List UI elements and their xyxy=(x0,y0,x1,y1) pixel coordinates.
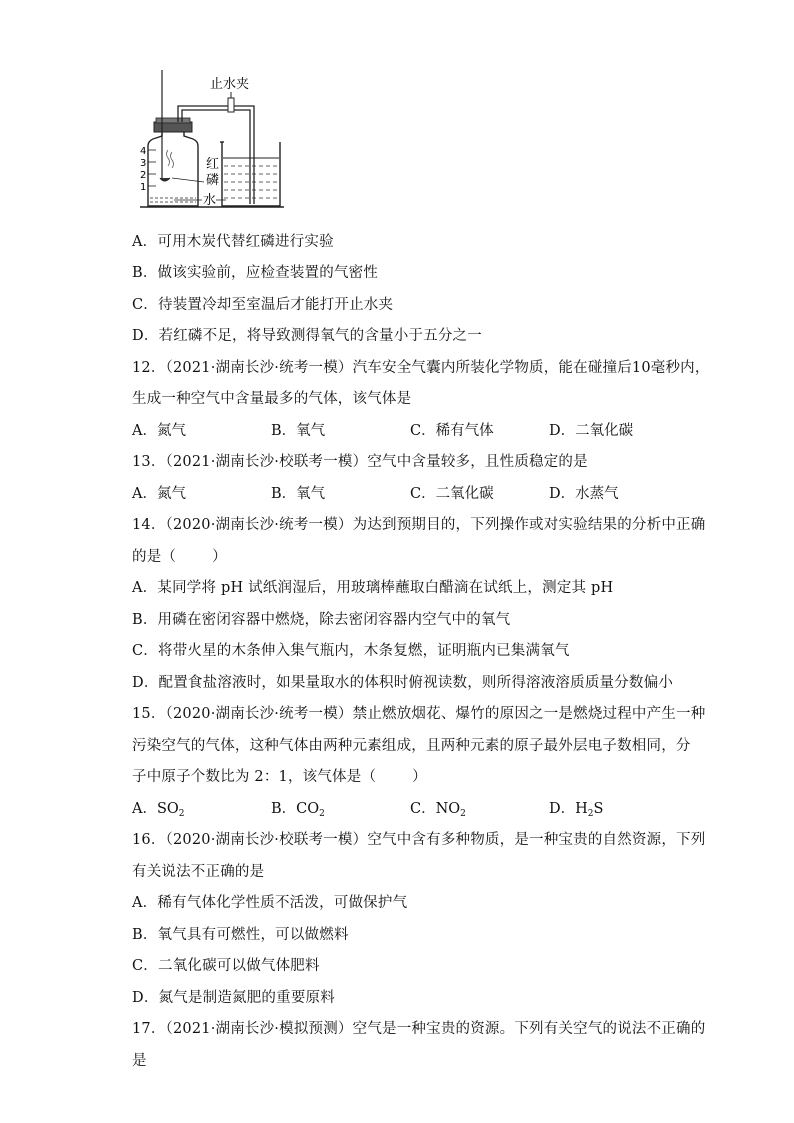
phosphorus-label: 磷 xyxy=(206,173,220,188)
q16-stem-line1: 16．（2020·湖南长沙·校联考一模）空气中含有多种物质，是一种宝贵的自然资源，下列 xyxy=(132,832,706,848)
red-label: 红 xyxy=(206,157,220,172)
scale-mark-1: 1 xyxy=(140,182,147,193)
q12-option-c: C．稀有气体 xyxy=(410,423,494,439)
q15-option-c-sub: 2 xyxy=(460,809,466,819)
q14-stem-line2-close: ） xyxy=(212,549,227,565)
q15-option-a-text: A．SO xyxy=(132,801,179,817)
q13-option-a: A．氮气 xyxy=(132,486,186,502)
q12-stem-line2: 生成一种空气中含量最多的气体，该气体是 xyxy=(132,391,412,407)
q17-stem-line2: 是 xyxy=(132,1053,147,1069)
scale-mark-3: 3 xyxy=(140,158,147,169)
apparatus-diagram xyxy=(134,70,284,212)
clamp-label: 止水夹 xyxy=(210,77,250,92)
q14-stem-line2-text: 的是（ xyxy=(132,549,177,565)
q16-option-d: D．氮气是制造氮肥的重要原料 xyxy=(132,990,335,1006)
q11-option-c: C．待装置冷却至室温后才能打开止水夹 xyxy=(132,297,394,313)
q11-option-b: B．做该实验前，应检查装置的气密性 xyxy=(132,265,379,281)
q17-stem-line1: 17．（2021·湖南长沙·模拟预测）空气是一种宝贵的资源。下列有关空气的说法不正确的 xyxy=(132,1021,706,1037)
q15-option-d-text: D．H xyxy=(549,801,588,817)
q14-stem-line1: 14．（2020·湖南长沙·统考一模）为达到预期目的，下列操作或对实验结果的分析中正确 xyxy=(132,517,706,533)
q16-option-b: B．氧气具有可燃性，可以做燃料 xyxy=(132,927,349,943)
q15-option-a xyxy=(132,798,185,825)
q14-stem-line2 xyxy=(132,546,227,568)
q15-stem-line3-close: ） xyxy=(412,769,427,785)
q15-stem-line1: 15．（2020·湖南长沙·统考一模）禁止燃放烟花、爆竹的原因之一是燃烧过程中产生一种 xyxy=(132,706,706,722)
q15-option-d-sub: 2 xyxy=(587,809,594,819)
q15-stem-line3-text: 子中原子个数比为 2：1，该气体是（ xyxy=(132,769,377,785)
q15-option-c-text: C．NO xyxy=(410,801,461,817)
q14-option-a: A．某同学将 pH 试纸润湿后，用玻璃棒蘸取白醋滴在试纸上，测定其 pH xyxy=(132,580,614,596)
q12-stem-line1: 12．（2021·湖南长沙·统考一模）汽车安全气囊内所装化学物质，能在碰撞后10毫秒内， xyxy=(132,360,710,376)
q16-option-c: C．二氧化碳可以做气体肥料 xyxy=(132,958,320,974)
q11-option-d: D．若红磷不足，将导致测得氧气的含量小于五分之一 xyxy=(132,328,482,344)
q15-option-b-sub: 2 xyxy=(319,809,325,819)
q12-option-a: A．氮气 xyxy=(132,423,186,439)
apparatus-figure xyxy=(134,70,284,212)
q15-option-b-text: B．CO xyxy=(271,801,320,817)
q16-option-a: A．稀有气体化学性质不活泼，可做保护气 xyxy=(132,895,408,911)
q14-option-b: B．用磷在密闭容器中燃烧，除去密闭容器内空气中的氧气 xyxy=(132,612,511,628)
q13-option-c: C．二氧化碳 xyxy=(410,486,494,502)
q15-option-b xyxy=(271,798,325,825)
q14-option-d: D．配置食盐溶液时，如果量取水的体积时俯视读数，则所得溶液溶质质量分数偏小 xyxy=(132,675,674,691)
q15-option-d xyxy=(549,798,603,825)
q13-option-d: D．水蒸气 xyxy=(549,486,619,502)
q15-option-d-suffix: S xyxy=(593,801,604,817)
scale-mark-2: 2 xyxy=(140,170,147,181)
q16-stem-line2: 有关说法不正确的是 xyxy=(132,864,265,880)
q15-stem-line2: 污染空气的气体，这种气体由两种元素组成，且两种元素的原子最外层电子数相同，分 xyxy=(132,738,691,754)
q15-option-c xyxy=(410,798,466,825)
q13-option-b: B．氧气 xyxy=(271,486,326,502)
scale-mark-4: 4 xyxy=(140,146,147,157)
water-label: 水 xyxy=(203,193,217,208)
q15-stem-line3 xyxy=(132,766,427,788)
q15-option-a-sub: 2 xyxy=(178,809,185,819)
q11-option-a: A．可用木炭代替红磷进行实验 xyxy=(132,234,334,250)
q12-option-d: D．二氧化碳 xyxy=(549,423,634,439)
q14-option-c: C．将带火星的木条伸入集气瓶内，木条复燃，证明瓶内已集满氧气 xyxy=(132,643,570,659)
q12-option-b: B．氧气 xyxy=(271,423,326,439)
q13-stem-line1: 13．（2021·湖南长沙·校联考一模）空气中含量较多，且性质稳定的是 xyxy=(132,454,588,470)
